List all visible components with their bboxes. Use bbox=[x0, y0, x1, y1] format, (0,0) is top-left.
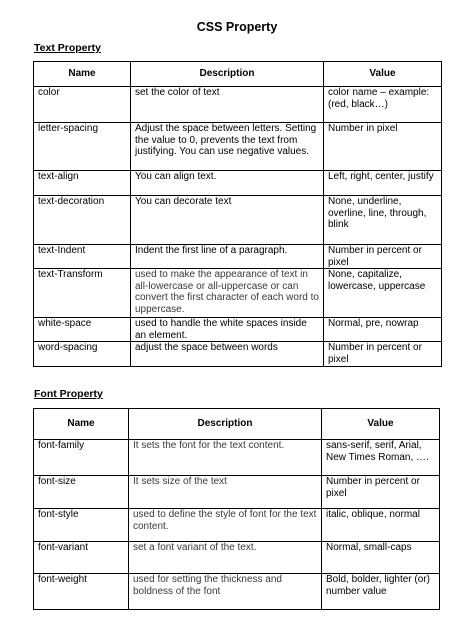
property-description: used to make the appearance of text in all-lowercase or all-uppercase or can convert the first character of each word to uppercase. bbox=[131, 269, 324, 318]
property-description: Adjust the space between letters. Setting the value to 0, prevents the text from justifying. You can use negative values. bbox=[131, 123, 324, 171]
property-description: used for setting the thickness and boldness of the font bbox=[129, 574, 322, 610]
property-name: white-space bbox=[34, 318, 131, 342]
property-value: None, underline, overline, line, through, blink bbox=[324, 196, 442, 245]
property-description: used to define the style of font for the text content. bbox=[129, 509, 322, 542]
property-description: You can align text. bbox=[131, 171, 324, 196]
property-name: text-Indent bbox=[34, 245, 131, 269]
property-name: text-align bbox=[34, 171, 131, 196]
table-row bbox=[34, 509, 440, 542]
property-description: used to handle the white spaces inside an element. bbox=[131, 318, 324, 342]
property-description: set a font variant of the text. bbox=[129, 542, 322, 574]
property-name: font-weight bbox=[34, 574, 129, 610]
header-name: Name bbox=[34, 62, 131, 87]
property-value: Left, right, center, justify bbox=[324, 171, 442, 196]
table-row bbox=[34, 542, 440, 574]
property-value: Normal, small-caps bbox=[322, 542, 440, 574]
text-property-table bbox=[33, 61, 442, 367]
table-row bbox=[34, 269, 442, 318]
property-description: It sets the font for the text content. bbox=[129, 440, 322, 476]
property-description: set the color of text bbox=[131, 87, 324, 123]
property-description: Indent the first line of a paragraph. bbox=[131, 245, 324, 269]
table-row bbox=[34, 574, 440, 610]
header-description: Description bbox=[129, 409, 322, 440]
property-value: italic, oblique, normal bbox=[322, 509, 440, 542]
table-row bbox=[34, 476, 440, 509]
header-name: Name bbox=[34, 409, 129, 440]
table-row bbox=[34, 87, 442, 123]
property-value: Number in percent or pixel bbox=[324, 342, 442, 367]
property-value: Bold, bolder, lighter (or) number value bbox=[322, 574, 440, 610]
property-value: Number in percent or pixel bbox=[322, 476, 440, 509]
property-name: font-style bbox=[34, 509, 129, 542]
property-name: color bbox=[34, 87, 131, 123]
font-property-heading: Font Property bbox=[34, 388, 103, 400]
property-value: color name – example:(red, black…) bbox=[324, 87, 442, 123]
property-value: sans-serif, serif, Arial, New Times Roman, …. bbox=[322, 440, 440, 476]
table-row bbox=[34, 171, 442, 196]
property-value: Number in pixel bbox=[324, 123, 442, 171]
property-description: It sets size of the text bbox=[129, 476, 322, 509]
property-name: text-decoration bbox=[34, 196, 131, 245]
table-row bbox=[34, 245, 442, 269]
header-description: Description bbox=[131, 62, 324, 87]
table-header-row bbox=[34, 62, 442, 87]
property-name: letter-spacing bbox=[34, 123, 131, 171]
header-value: Value bbox=[324, 62, 442, 87]
property-name: text-Transform bbox=[34, 269, 131, 318]
table-row bbox=[34, 440, 440, 476]
property-description: You can decorate text bbox=[131, 196, 324, 245]
table-row bbox=[34, 318, 442, 342]
property-description: adjust the space between words bbox=[131, 342, 324, 367]
property-value: Number in percent or pixel bbox=[324, 245, 442, 269]
table-row bbox=[34, 196, 442, 245]
property-name: font-family bbox=[34, 440, 129, 476]
table-row bbox=[34, 123, 442, 171]
property-name: word-spacing bbox=[34, 342, 131, 367]
property-name: font-variant bbox=[34, 542, 129, 574]
page-title: CSS Property bbox=[196, 20, 278, 34]
property-name: font-size bbox=[34, 476, 129, 509]
property-value: None, capitalize, lowercase, uppercase bbox=[324, 269, 442, 318]
table-header-row bbox=[34, 409, 440, 440]
text-property-heading: Text Property bbox=[34, 42, 101, 54]
header-value: Value bbox=[322, 409, 440, 440]
table-row bbox=[34, 342, 442, 367]
font-property-table bbox=[33, 408, 440, 610]
property-value: Normal, pre, nowrap bbox=[324, 318, 442, 342]
